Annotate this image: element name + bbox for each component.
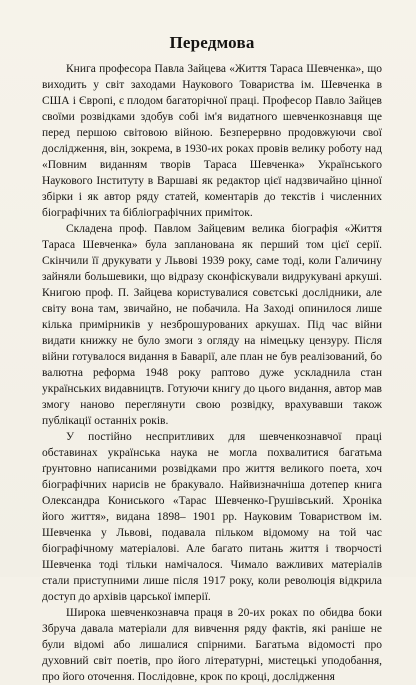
paragraph-1: Книга професора Павла Зайцева «Життя Тараса Шевченка», що виходить у світ заходами Наукового Товариства ім. Шевченка в США і Європі, є плодом багаторічної праці. Професор Павло Зайцев своїми розвідками здобув собі ім'я видатного шевченкознавця ще перед першою світовою війною. Безперервно продовжуючи свої дослідження, він, зокрема, в 1930-их роках провів велику роботу над «Повним виданням творів Тараса Шевченка» Українського Наукового Інституту в Варшаві як редактор цієї надзвичайно цінної збірки і як автор ряду статей, коментарів до текстів і численних біографічних та бібліографічних приміток.: [42, 63, 382, 219]
paragraph-2: Складена проф. Павлом Зайцевим велика біографія «Життя Тараса Шевченка» була запланована як перший том цієї серії. Скінчили її друкувати у Львові 1939 року, саме тоді, коли Галичину зайняли большевики, що відразу сконфіскували видрукувані аркуші. Книгою проф. П. Зайцева користувалися совєтські дослідники, але світу вона там, звичайно, не побачила. На Заході опинилося лише кілька примірників у незброшурованих аркушах. Під час війни видати книжку не було змоги з огляду на німецьку цензуру. Після війни готувалося видання в Баварії, але план не був реалізований, бо валютна реформа 1948 року раптово дуже ускладнила стан українських видавництв. Готуючи книгу до цього видання, автор мав змогу наново переглянути свою розвідку, врахувавши також публікації останніх років.: [42, 223, 382, 427]
body-text: [42, 61, 382, 685]
paragraph-4: Широка шевченкознавча праця в 20-их роках по обидва боки Збруча давала матеріали для вивчення ряду фактів, які раніше не були відомі або лишалися спірними. Багатьма відомості про духовний світ поетів, про його літературні, мистецькі уподобання, про його оточення. Послідовне, крок по кроці, дослідження: [42, 607, 382, 683]
page-title: Передмова: [169, 33, 255, 52]
paragraph-3: У постійно неспритливих для шевченкознавчої праці обставинах українська наука не могла похвалитися багатьма ґрунтовно написаними розвідками про життя великого поета, хоч біографічних нарисів не бракувало. Найвизначніша дотепер книга Олександра Кониського «Тарас Шевченко-Грушівський. Хроніка його життя», видана 1898– 1901 рр. Науковим Товариством ім. Шевченка у Львові, подавала пільком відомому на той час біографічному матеріалові. Але багато питань життя і творчості Шевченка тоді тільки намічалося. Чимало важливих матеріалів стали приступними лише після 1917 року, коли революція відкрила доступ до архівів царської імперії.: [42, 431, 382, 603]
